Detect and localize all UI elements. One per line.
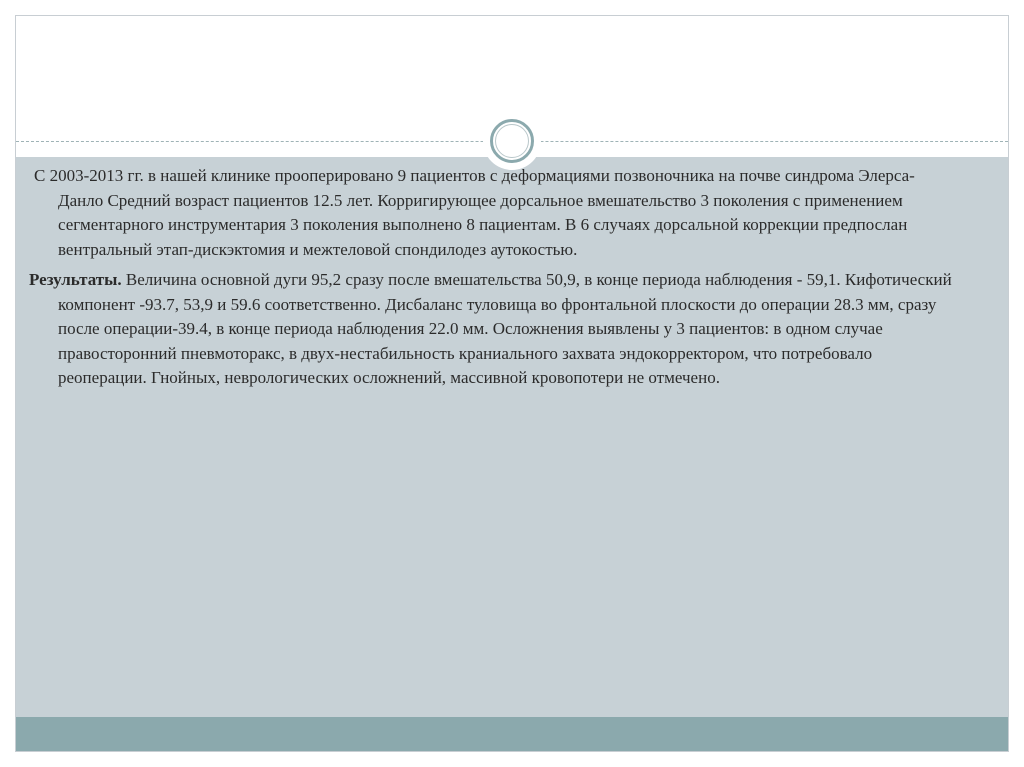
paragraph-methods	[29, 164, 959, 262]
results-heading: Результаты.	[29, 270, 122, 289]
paragraph-methods-text: С 2003-2013 гг. в нашей клинике прооперировано 9 пациентов с деформациями позвоночника на почве синдрома Элерса-Данло Средний возраст пациентов 12.5 лет. Корригирующее дорсальное вмешательство 3 поколения с применением сегментарного инструментария 3 поколения выполнено 8 пациентам. В 6 случаях дорсальной коррекции предпослан вентральный этап-дискэктомия и межтеловой спондилодез аутокостью.	[34, 166, 915, 259]
footer-band	[16, 717, 1008, 752]
circle-ornament-icon	[483, 112, 541, 170]
ornament-inner-ring	[495, 124, 529, 158]
slide-body-text	[29, 164, 959, 397]
paragraph-results-text: Величина основной дуги 95,2 сразу после вмешательства 50,9, в конце периода наблюдения - 59,1. Кифотический компонент -93.7, 53,9 и 59.6 соответственно. Дисбаланс туловища во фронтальной плоскости до операции 28.3 мм, сразу после операции-39.4, в конце периода наблюдения 22.0 мм. Осложнения выявлены у 3 пациентов: в одном случае правосторонний пневмоторакс, в двух-нестабильность краниального захвата эндокорректором, что потребовало реоперации. Гнойных, неврологических осложнений, массивной кровопотери не отмечено.	[58, 270, 952, 387]
paragraph-results	[29, 268, 959, 391]
